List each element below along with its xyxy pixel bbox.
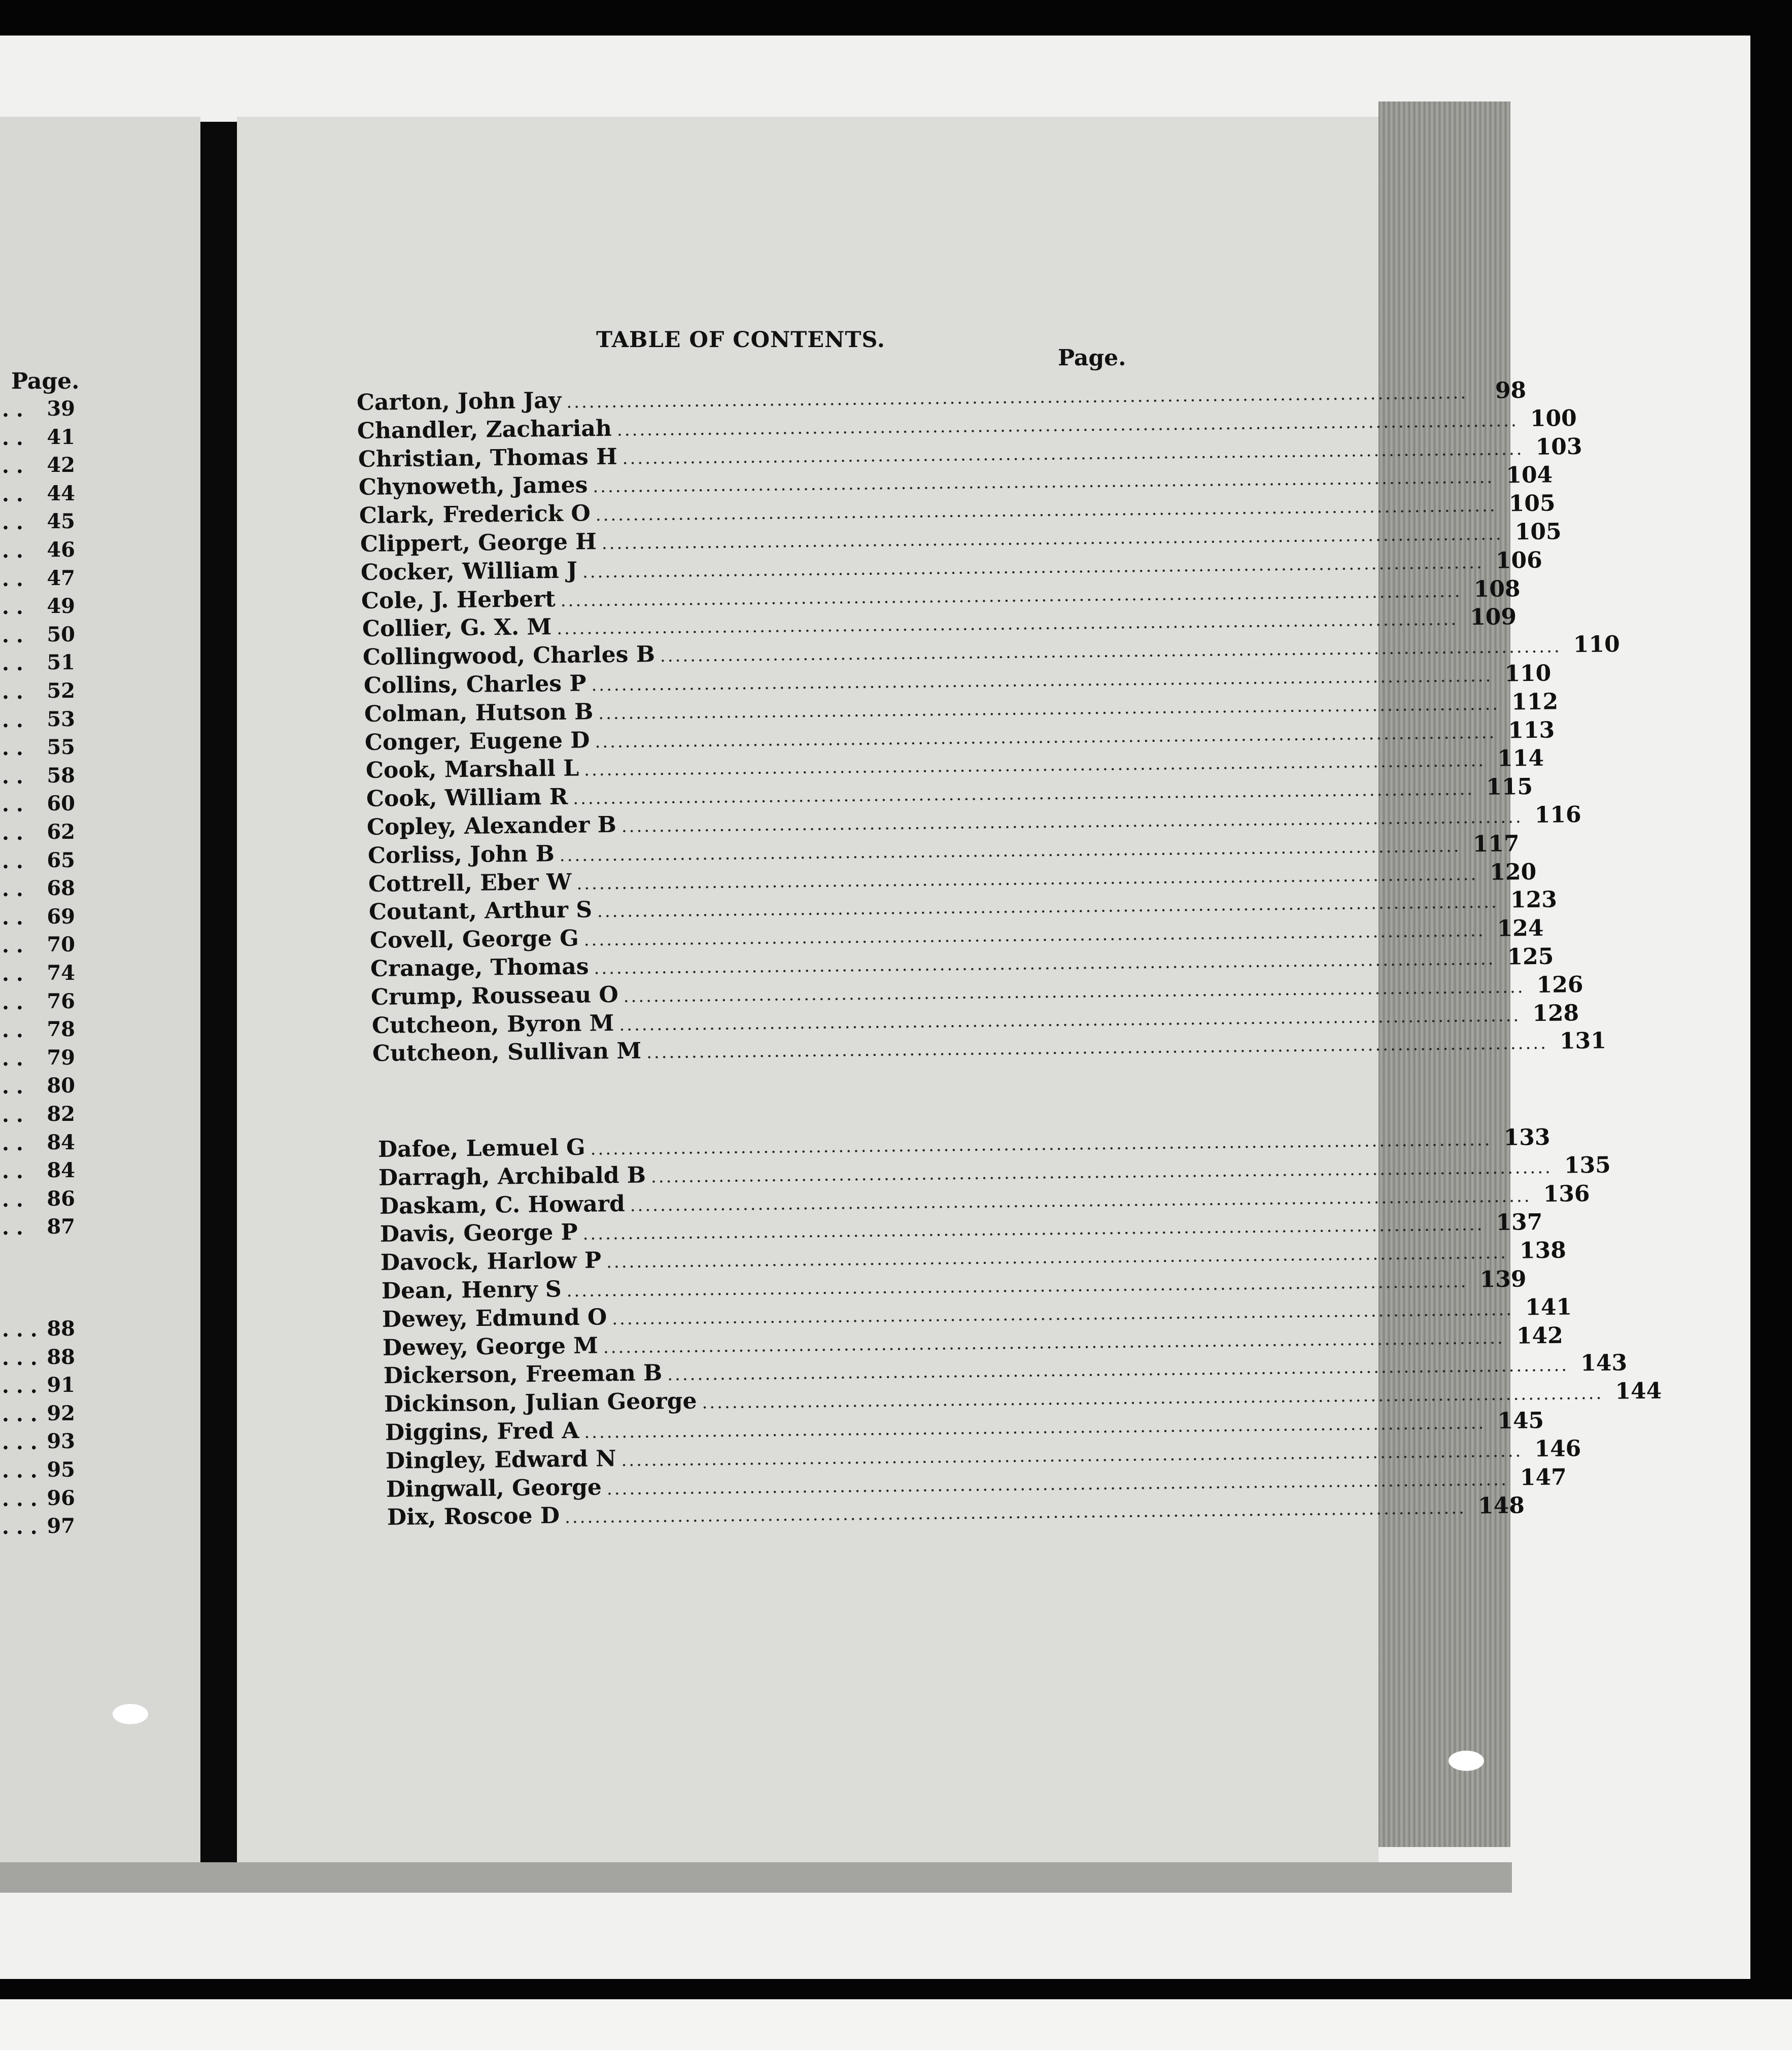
page-number: 47 (47, 566, 75, 590)
entry-name: Christian, Thomas H (358, 443, 617, 472)
leader-dots: . . (2, 764, 23, 789)
left-list-item (0, 482, 81, 510)
entry-name: Clark, Frederick O (359, 500, 591, 529)
leader-dots: . . (2, 821, 23, 845)
leader-dots: . . (2, 1075, 23, 1099)
left-list-item (0, 1317, 81, 1345)
page-number: 88 (47, 1345, 75, 1369)
entry-name: Chynoweth, James (358, 472, 588, 501)
page-number: 80 (47, 1074, 75, 1098)
page-number: 103 (1535, 433, 1582, 460)
left-page-header: Page. (11, 368, 80, 394)
left-list-item (0, 933, 81, 961)
page-number: 112 (1511, 689, 1559, 715)
leader-dots: ........................................................................................................................ (617, 410, 1519, 440)
page-number: 123 (1510, 886, 1558, 913)
leader-dots: . . . (2, 1374, 38, 1398)
page-number: 115 (1486, 774, 1533, 801)
page-number: 144 (1615, 1378, 1662, 1405)
entry-name: Chandler, Zachariah (357, 415, 612, 444)
leader-dots: . . (2, 849, 23, 873)
light-glare (113, 1704, 148, 1724)
page-number: 95 (47, 1458, 75, 1482)
entry-name: Dean, Henry S (381, 1276, 562, 1304)
entry-name: Davis, George P (380, 1219, 578, 1248)
page-number: 110 (1504, 660, 1552, 687)
page-number: 105 (1508, 490, 1556, 517)
left-list-item (0, 876, 81, 905)
leader-dots: . . (2, 736, 23, 761)
page-number: 128 (1532, 1000, 1579, 1027)
entry-name: Cole, J. Herbert (361, 586, 556, 614)
page-number: 92 (47, 1401, 75, 1425)
page-number: 125 (1507, 943, 1554, 970)
page-number: 51 (47, 651, 75, 675)
leader-dots: ........................................................................................................................ (618, 1005, 1521, 1035)
page-number: 42 (47, 453, 75, 477)
left-list-item (0, 1158, 81, 1187)
leader-dots: . . . (2, 1402, 38, 1426)
page-number: 126 (1536, 971, 1584, 998)
leader-dots: ........................................................................................................................ (621, 807, 1524, 837)
leader-dots: ........................................................................................................................ (560, 580, 1463, 611)
leader-dots: ........................................................................................................................ (702, 1383, 1604, 1413)
left-list-item (0, 397, 81, 425)
entry-name: Darragh, Archibald B (378, 1162, 646, 1191)
bottom-margin-band (0, 1999, 1792, 2050)
page-number: 41 (47, 425, 75, 449)
page-number: 133 (1503, 1124, 1550, 1151)
leader-dots: ........................................................................................................................ (646, 1033, 1548, 1063)
leader-dots: ........................................................................................................................ (660, 636, 1562, 667)
leader-dots: ........................................................................................................................ (566, 1271, 1468, 1302)
entry-name: Daskam, C. Howard (379, 1190, 625, 1219)
entry-name: Clippert, George H (360, 529, 597, 557)
entry-name: Dafoe, Lemuel G (377, 1134, 585, 1163)
page-number: 55 (47, 735, 75, 760)
page-number: 68 (47, 876, 75, 901)
entry-name: Dix, Roscoe D (387, 1502, 560, 1531)
page-number: 65 (47, 848, 75, 872)
leader-dots: . . (2, 567, 23, 591)
page-number: 87 (47, 1215, 75, 1239)
entry-name: Diggins, Fred A (385, 1417, 579, 1446)
left-list-item (0, 1017, 81, 1046)
left-list-item (0, 1046, 81, 1074)
leader-dots: . . (2, 877, 23, 902)
leader-dots: ........................................................................................................................ (598, 694, 1500, 724)
page-number: 137 (1496, 1209, 1543, 1236)
page-number: 108 (1473, 575, 1521, 602)
page-number: 120 (1490, 859, 1537, 885)
left-list-item (0, 1458, 81, 1486)
leader-dots: ........................................................................................................................ (583, 1413, 1486, 1443)
page-number: 113 (1508, 717, 1555, 743)
page-number: 142 (1516, 1322, 1564, 1349)
leader-dots: ........................................................................................................................ (622, 438, 1524, 469)
leader-dots: ........................................................................................................................ (597, 892, 1499, 922)
leader-dots: . . . (2, 1459, 38, 1483)
entry-name: Cook, Marshall L (365, 755, 579, 784)
leader-dots: ........................................................................................................................ (583, 920, 1486, 950)
page-number: 138 (1520, 1237, 1567, 1264)
page-number: 147 (1520, 1464, 1567, 1491)
page-number: 100 (1530, 405, 1577, 432)
left-list-item (0, 1402, 81, 1430)
leader-dots: ........................................................................................................................ (566, 383, 1468, 413)
leader-dots: . . . (2, 1346, 38, 1370)
left-list-item (0, 509, 81, 538)
page-number: 96 (47, 1486, 75, 1510)
leader-dots: ........................................................................................................................ (576, 864, 1478, 894)
leader-dots: ........................................................................................................................ (593, 467, 1495, 497)
left-list-item (0, 425, 81, 454)
left-list-item (0, 905, 81, 933)
entry-name: Cook, William R (366, 784, 568, 812)
left-list-item (0, 848, 81, 877)
left-list-item (0, 792, 81, 820)
page-number: 86 (47, 1186, 75, 1211)
leader-dots: ........................................................................................................................ (623, 976, 1526, 1007)
left-list-item (0, 1131, 81, 1159)
page-number: 50 (47, 622, 75, 646)
leader-dots: ........................................................................................................................ (590, 1130, 1492, 1159)
page-number: 114 (1497, 745, 1544, 772)
entry-name: Davock, Harlow P (381, 1247, 602, 1276)
page-number: 84 (47, 1130, 75, 1154)
left-list-item (0, 453, 81, 482)
page-number: 116 (1534, 801, 1582, 828)
left-list-item (0, 1187, 81, 1215)
leader-dots: . . (2, 1216, 23, 1240)
page-number: 82 (47, 1102, 75, 1126)
leader-dots: ........................................................................................................................ (595, 495, 1498, 526)
leader-dots: ........................................................................................................................ (630, 1185, 1532, 1216)
leader-dots: . . (2, 510, 23, 535)
page-number: 76 (47, 989, 75, 1013)
left-list-item (0, 1345, 81, 1374)
page-number: 93 (47, 1429, 75, 1454)
page-number: 124 (1497, 915, 1544, 942)
entry-name: Cutcheon, Sullivan M (372, 1038, 642, 1067)
left-list-item (0, 651, 81, 679)
leader-dots: ........................................................................................................................ (651, 1157, 1553, 1187)
leader-dots: ........................................................................................................................ (591, 665, 1493, 696)
entry-name: Covell, George G (369, 925, 579, 954)
leader-dots: . . (2, 1159, 23, 1184)
left-list-item (0, 1486, 81, 1515)
leader-dots: ........................................................................................................................ (594, 948, 1496, 979)
leader-dots: . . (2, 793, 23, 817)
page-title: TABLE OF CONTENTS. (596, 327, 885, 353)
page-number: 46 (47, 538, 75, 562)
leader-dots: ........................................................................................................................ (603, 1327, 1505, 1358)
leader-dots: . . (2, 990, 23, 1014)
page-number: 136 (1543, 1180, 1590, 1207)
page-number: 69 (47, 904, 75, 929)
left-list-item (0, 820, 81, 848)
left-list-item (0, 707, 81, 736)
left-list-item (0, 1514, 81, 1543)
leader-dots: . . (2, 482, 23, 506)
book-bottom-edge (0, 1862, 1512, 1893)
entry-name: Carton, John Jay (356, 387, 562, 416)
page-number: 91 (47, 1373, 75, 1397)
entry-name: Cranage, Thomas (370, 953, 589, 982)
leader-dots: ........................................................................................................................ (606, 1469, 1509, 1499)
entry-name: Copley, Alexander B (366, 811, 617, 840)
left-list-item (0, 1074, 81, 1102)
leader-dots: ........................................................................................................................ (564, 1498, 1466, 1528)
leader-dots: . . (2, 708, 23, 732)
page-number: 39 (47, 397, 75, 421)
page-number: 131 (1559, 1028, 1607, 1054)
left-list-item (0, 566, 81, 595)
page-number: 109 (1469, 604, 1517, 631)
page-number: 52 (47, 679, 75, 703)
leader-dots: . . (2, 426, 23, 450)
left-list-item (0, 764, 81, 792)
left-list-item (0, 735, 81, 764)
leader-dots: . . (2, 595, 23, 620)
page-number: 58 (47, 763, 75, 788)
page-number: 98 (1495, 377, 1527, 404)
page-number: 143 (1580, 1350, 1628, 1377)
left-list-item (0, 679, 81, 707)
page-number: 60 (47, 792, 75, 816)
entry-name: Dewey, Edmund O (382, 1304, 607, 1332)
leader-dots: . . (2, 623, 23, 647)
leader-dots: ........................................................................................................................ (559, 836, 1461, 866)
left-list-item (0, 538, 81, 566)
left-list-item (0, 1429, 81, 1458)
page-number: 105 (1514, 519, 1562, 545)
page-number: 78 (47, 1017, 75, 1042)
page-number: 145 (1497, 1408, 1544, 1434)
entry-name: Cocker, William J (360, 557, 578, 586)
left-list-item (0, 961, 81, 989)
page-number: 53 (47, 707, 75, 731)
left-list-item (0, 1373, 81, 1402)
entry-name: Corliss, John B (367, 840, 555, 869)
entry-name: Dingwall, George (386, 1474, 602, 1502)
leader-dots: . . (2, 398, 23, 422)
leader-dots: . . (2, 680, 23, 704)
page-number: 139 (1479, 1266, 1527, 1293)
leader-dots: ........................................................................................................................ (595, 722, 1497, 752)
entry-name: Cutcheon, Byron M (371, 1010, 614, 1039)
leader-dots: . . (2, 539, 23, 563)
page-column-header: Page. (1058, 345, 1126, 371)
page-number: 148 (1477, 1492, 1525, 1519)
leader-dots: . . (2, 1046, 23, 1071)
leader-dots: . . (2, 454, 23, 479)
leader-dots: ........................................................................................................................ (606, 1242, 1508, 1273)
left-list-item (0, 1102, 81, 1131)
left-list-item (0, 1215, 81, 1243)
leader-dots: . . (2, 1187, 23, 1212)
leader-dots: ........................................................................................................................ (583, 750, 1486, 780)
entry-name: Dickinson, Julian George (384, 1388, 697, 1418)
leader-dots: ........................................................................................................................ (582, 1214, 1485, 1245)
page-number: 106 (1495, 547, 1543, 574)
leader-dots: . . . (2, 1515, 38, 1540)
leader-dots: . . . (2, 1318, 38, 1342)
entry-name: Cottrell, Eber W (368, 869, 572, 897)
page-number: 84 (47, 1158, 75, 1183)
page-number: 146 (1534, 1436, 1581, 1462)
page-number: 141 (1525, 1294, 1572, 1321)
leader-dots: . . (2, 1131, 23, 1155)
leader-dots: ........................................................................................................................ (612, 1299, 1514, 1329)
page-number: 49 (47, 594, 75, 619)
page-block-edge (1379, 101, 1510, 1847)
leader-dots: . . (2, 1103, 23, 1127)
left-list-item (0, 623, 81, 651)
leader-dots: ........................................................................................................................ (556, 609, 1459, 639)
page-number: 62 (47, 820, 75, 844)
page-number: 45 (47, 509, 75, 534)
entry-name: Dingley, Edward N (385, 1446, 616, 1474)
entry-name: Coutant, Arthur S (369, 897, 593, 926)
page-number: 79 (47, 1045, 75, 1070)
page-number: 135 (1564, 1152, 1611, 1179)
entry-name: Collingwood, Charles B (362, 641, 656, 671)
leader-dots: . . (2, 905, 23, 930)
page-number: 117 (1472, 831, 1520, 857)
entry-name: Collier, G. X. M (362, 614, 552, 642)
leader-dots: ........................................................................................................................ (601, 524, 1503, 554)
entry-name: Crump, Rousseau O (371, 981, 619, 1010)
page-number: 44 (47, 481, 75, 505)
left-list-item (0, 989, 81, 1018)
page-number: 97 (47, 1514, 75, 1539)
leader-dots: . . . (2, 1430, 38, 1455)
leader-dots: . . (2, 1018, 23, 1043)
page-number: 74 (47, 961, 75, 985)
entry-name: Colman, Hutson B (364, 699, 594, 727)
light-glare (1449, 1751, 1484, 1771)
leader-dots: ........................................................................................................................ (582, 552, 1485, 583)
left-list-item (0, 594, 81, 623)
entry-name: Dewey, George M (383, 1332, 599, 1361)
page-number: 104 (1506, 462, 1553, 489)
leader-dots: . . . (2, 1487, 38, 1511)
leader-dots: ........................................................................................................................ (621, 1441, 1523, 1471)
leader-dots: . . (2, 652, 23, 676)
page-number: 110 (1573, 631, 1621, 658)
entry-name: Dickerson, Freeman B (383, 1360, 663, 1389)
entry-name: Collins, Charles P (363, 670, 587, 699)
book-gutter (200, 122, 237, 1867)
leader-dots: . . (2, 934, 23, 958)
leader-dots: ........................................................................................................................ (572, 779, 1475, 809)
leader-dots: . . (2, 962, 23, 986)
entry-name: Conger, Eugene D (364, 727, 590, 756)
leader-dots: ........................................................................................................................ (667, 1355, 1569, 1385)
page-number: 88 (47, 1317, 75, 1341)
page-number: 70 (47, 933, 75, 957)
